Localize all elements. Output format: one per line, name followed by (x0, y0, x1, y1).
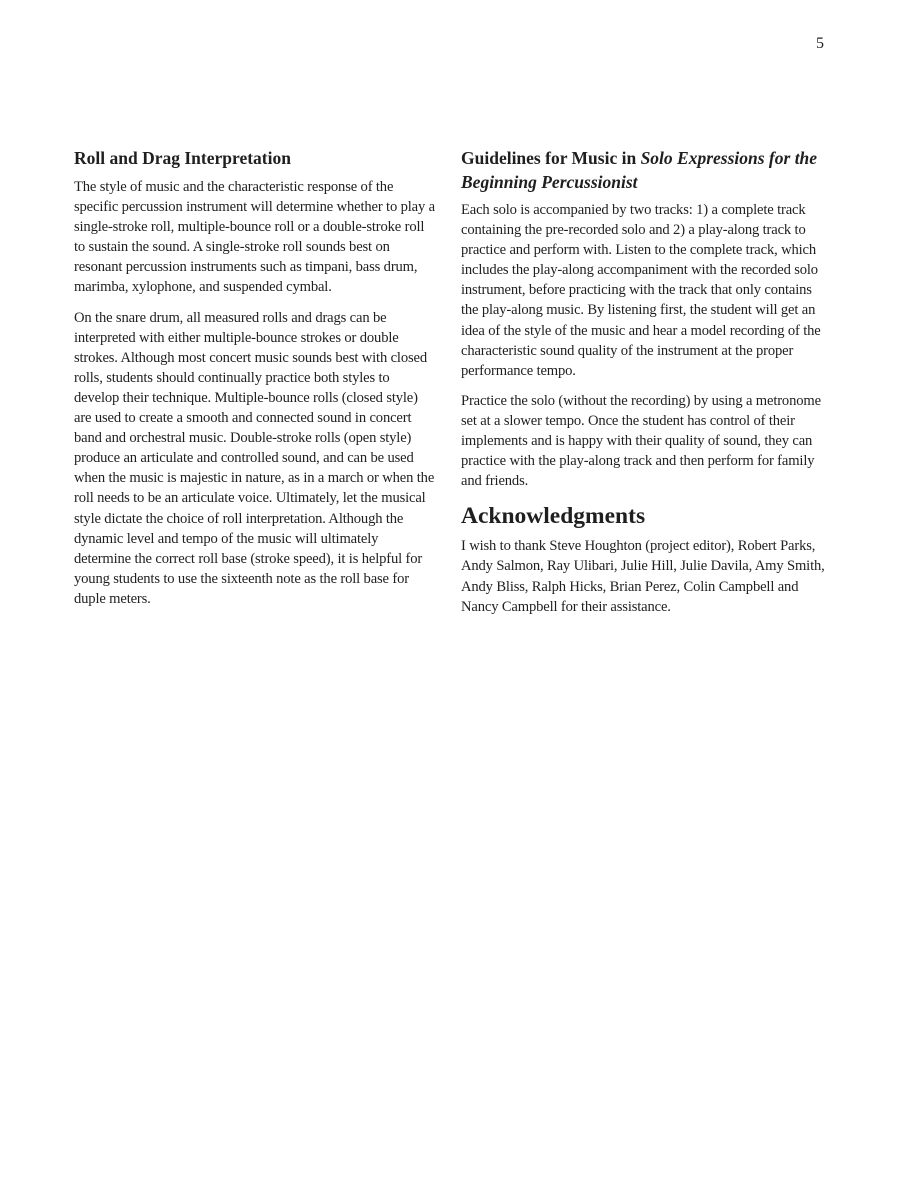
roll-drag-paragraph-2: On the snare drum, all measured rolls and drags can be interpreted with either multiple-bounce strokes or double strokes. Although most concert music sounds best with closed rolls, students should continually practice both styles to develop their technique. Multiple-bounce rolls (closed style) are used to create a smooth and connected sound in concert band and orchestral music. Double-stroke rolls (open style) produce an articulate and controlled sound, and can be used when the music is majestic in nature, as in a march or when the roll needs to be an articulate voice. Ultimately, let the musical style dictate the choice of roll interpretation. Although the dynamic level and tempo of the music will ultimately determine the correct roll base (stroke speed), it is helpful for young students to use the sixteenth note as the roll base for duple meters. (74, 309, 435, 607)
guidelines-heading-book-title: Solo Expressions for the Beginning Percussionist (461, 148, 818, 192)
left-column (74, 146, 436, 609)
guidelines-heading-prefix: Guidelines for Music in (461, 148, 641, 168)
guidelines-paragraph-1: Each solo is accompanied by two tracks: 1) a complete track containing the pre-recorded solo and 2) a play-along track to practice and perform with. Listen to the complete track, which includes the play-along accompaniment with the recorded solo instrument, before practicing with the track that only contains the play-along music. By listening first, the student will get an idea of the style of the music and hear a model recording of the characteristic sound quality of the instrument at the proper performance tempo. (461, 202, 821, 379)
acknowledgments-heading: Acknowledgments (461, 503, 646, 530)
page-number: 5 (816, 35, 824, 52)
guidelines-paragraph-2: Practice the solo (without the recording) by using a metronome set at a slower tempo. Once the student has control of their implements and is happy with their quality of sound, they can practice with the play-along track and then perform for family and friends. (461, 392, 821, 490)
acknowledgments-text: I wish to thank Steve Houghton (project editor), Robert Parks, Andy Salmon, Ray Ulibari, Julie Hill, Julie Davila, Amy Smith, Andy Bliss, Ralph Hicks, Brian Perez, Colin Campbell and Nancy Campbell for their assistance. (461, 538, 825, 615)
roll-drag-heading: Roll and Drag Interpretation (74, 148, 291, 168)
right-column (461, 146, 829, 617)
guidelines-heading (461, 146, 829, 194)
roll-drag-paragraph-1: The style of music and the characteristic response of the specific percussion instrument will determine whether to play a single-stroke roll, multiple-bounce roll or a double-stroke roll to sustain the sound. A single-stroke roll sounds best on resonant percussion instruments such as timpani, bass drum, marimba, xylophone, and suspended cymbal. (74, 179, 435, 296)
